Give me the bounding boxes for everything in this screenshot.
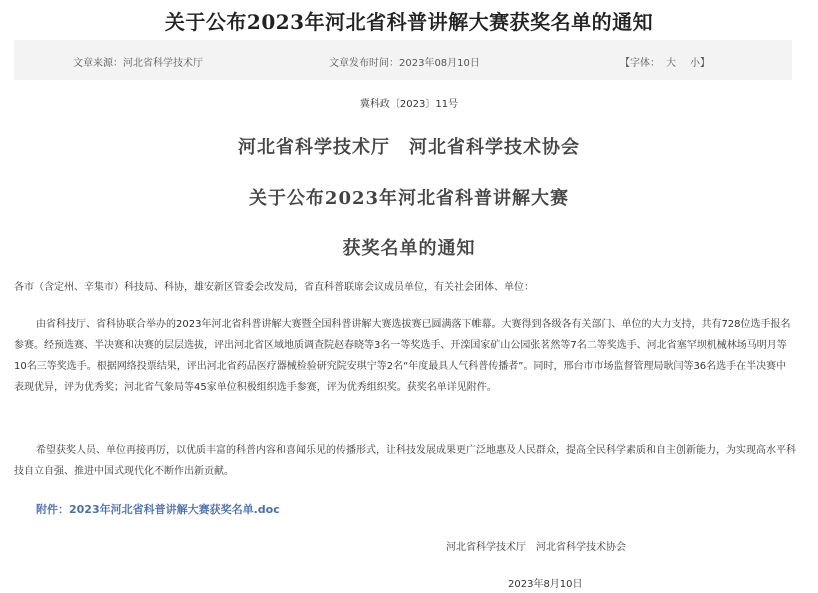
article-publish-time: 文章发布时间：2023年08月10日: [329, 58, 480, 69]
page-title: 关于公布2023年河北省科普讲解大赛获奖名单的通知: [164, 10, 654, 34]
attachment-link[interactable]: 附件：2023年河北省科普讲解大赛获奖名单.doc: [36, 503, 280, 516]
document-number: 冀科政〔2023〕11号: [359, 99, 459, 110]
body-paragraph-1: 由省科技厅、省科协联合举办的2023年河北省科普讲解大赛暨全国科普讲解大赛选拔赛已圆满落下帷幕。大赛得到各级各有关部门、单位的大力支持，共有728位选手报名参赛。经预选赛、半决赛和决赛的层层选拔，评出河北省区域地质调查院赵春晓等3名一等奖选手、开滦国家矿山公园张茗然等7名二等奖选手、河北省塞罕坝机械林场马明月等10名三等奖选手。根据网络投票结果，评出河北省药品医疗器械检验研究院安琪宁等2名“年度最具人气科普传播者”。同时，邢台市市场监督管理局耿闫等36名选手在半决赛中表现优异，评为优秀奖；河北省气象局等45家单位积极组织选手参赛，评为优秀组织奖。获奖名单详见附件。: [14, 319, 791, 393]
font-size-label: 【字体：: [620, 58, 660, 69]
salutation: 各市（含定州、辛集市）科技局、科协，雄安新区管委会改发局，省直科普联席会议成员单位，有关社会团体、单位：: [14, 282, 534, 293]
signature-date: 2023年8月10日: [508, 579, 583, 590]
issuer-heading: 河北省科学技术厅 河北省科学技术协会: [238, 137, 580, 158]
font-size-small-button[interactable]: 小: [690, 58, 700, 69]
body-paragraph-2: 希望获奖人员、单位再接再厉，以优质丰富的科普内容和喜闻乐见的传播形式，让科技发展成果更广泛地惠及人民群众，提高全民科学素质和自主创新能力，为实现高水平科技自立自强、推进中国式现代化不断作出新贡献。: [14, 445, 796, 477]
article-source: 文章来源：河北省科学技术厅: [73, 58, 203, 69]
notice-title-line-1: 关于公布2023年河北省科普讲解大赛: [248, 188, 570, 209]
font-size-close-bracket: 】: [700, 58, 710, 69]
notice-title-line-2: 获奖名单的通知: [342, 238, 476, 259]
signature-issuers: 河北省科学技术厅 河北省科学技术协会: [446, 542, 626, 553]
font-size-control: [620, 54, 710, 69]
article-meta-bar: [14, 40, 792, 80]
font-size-large-button[interactable]: 大: [666, 58, 676, 69]
